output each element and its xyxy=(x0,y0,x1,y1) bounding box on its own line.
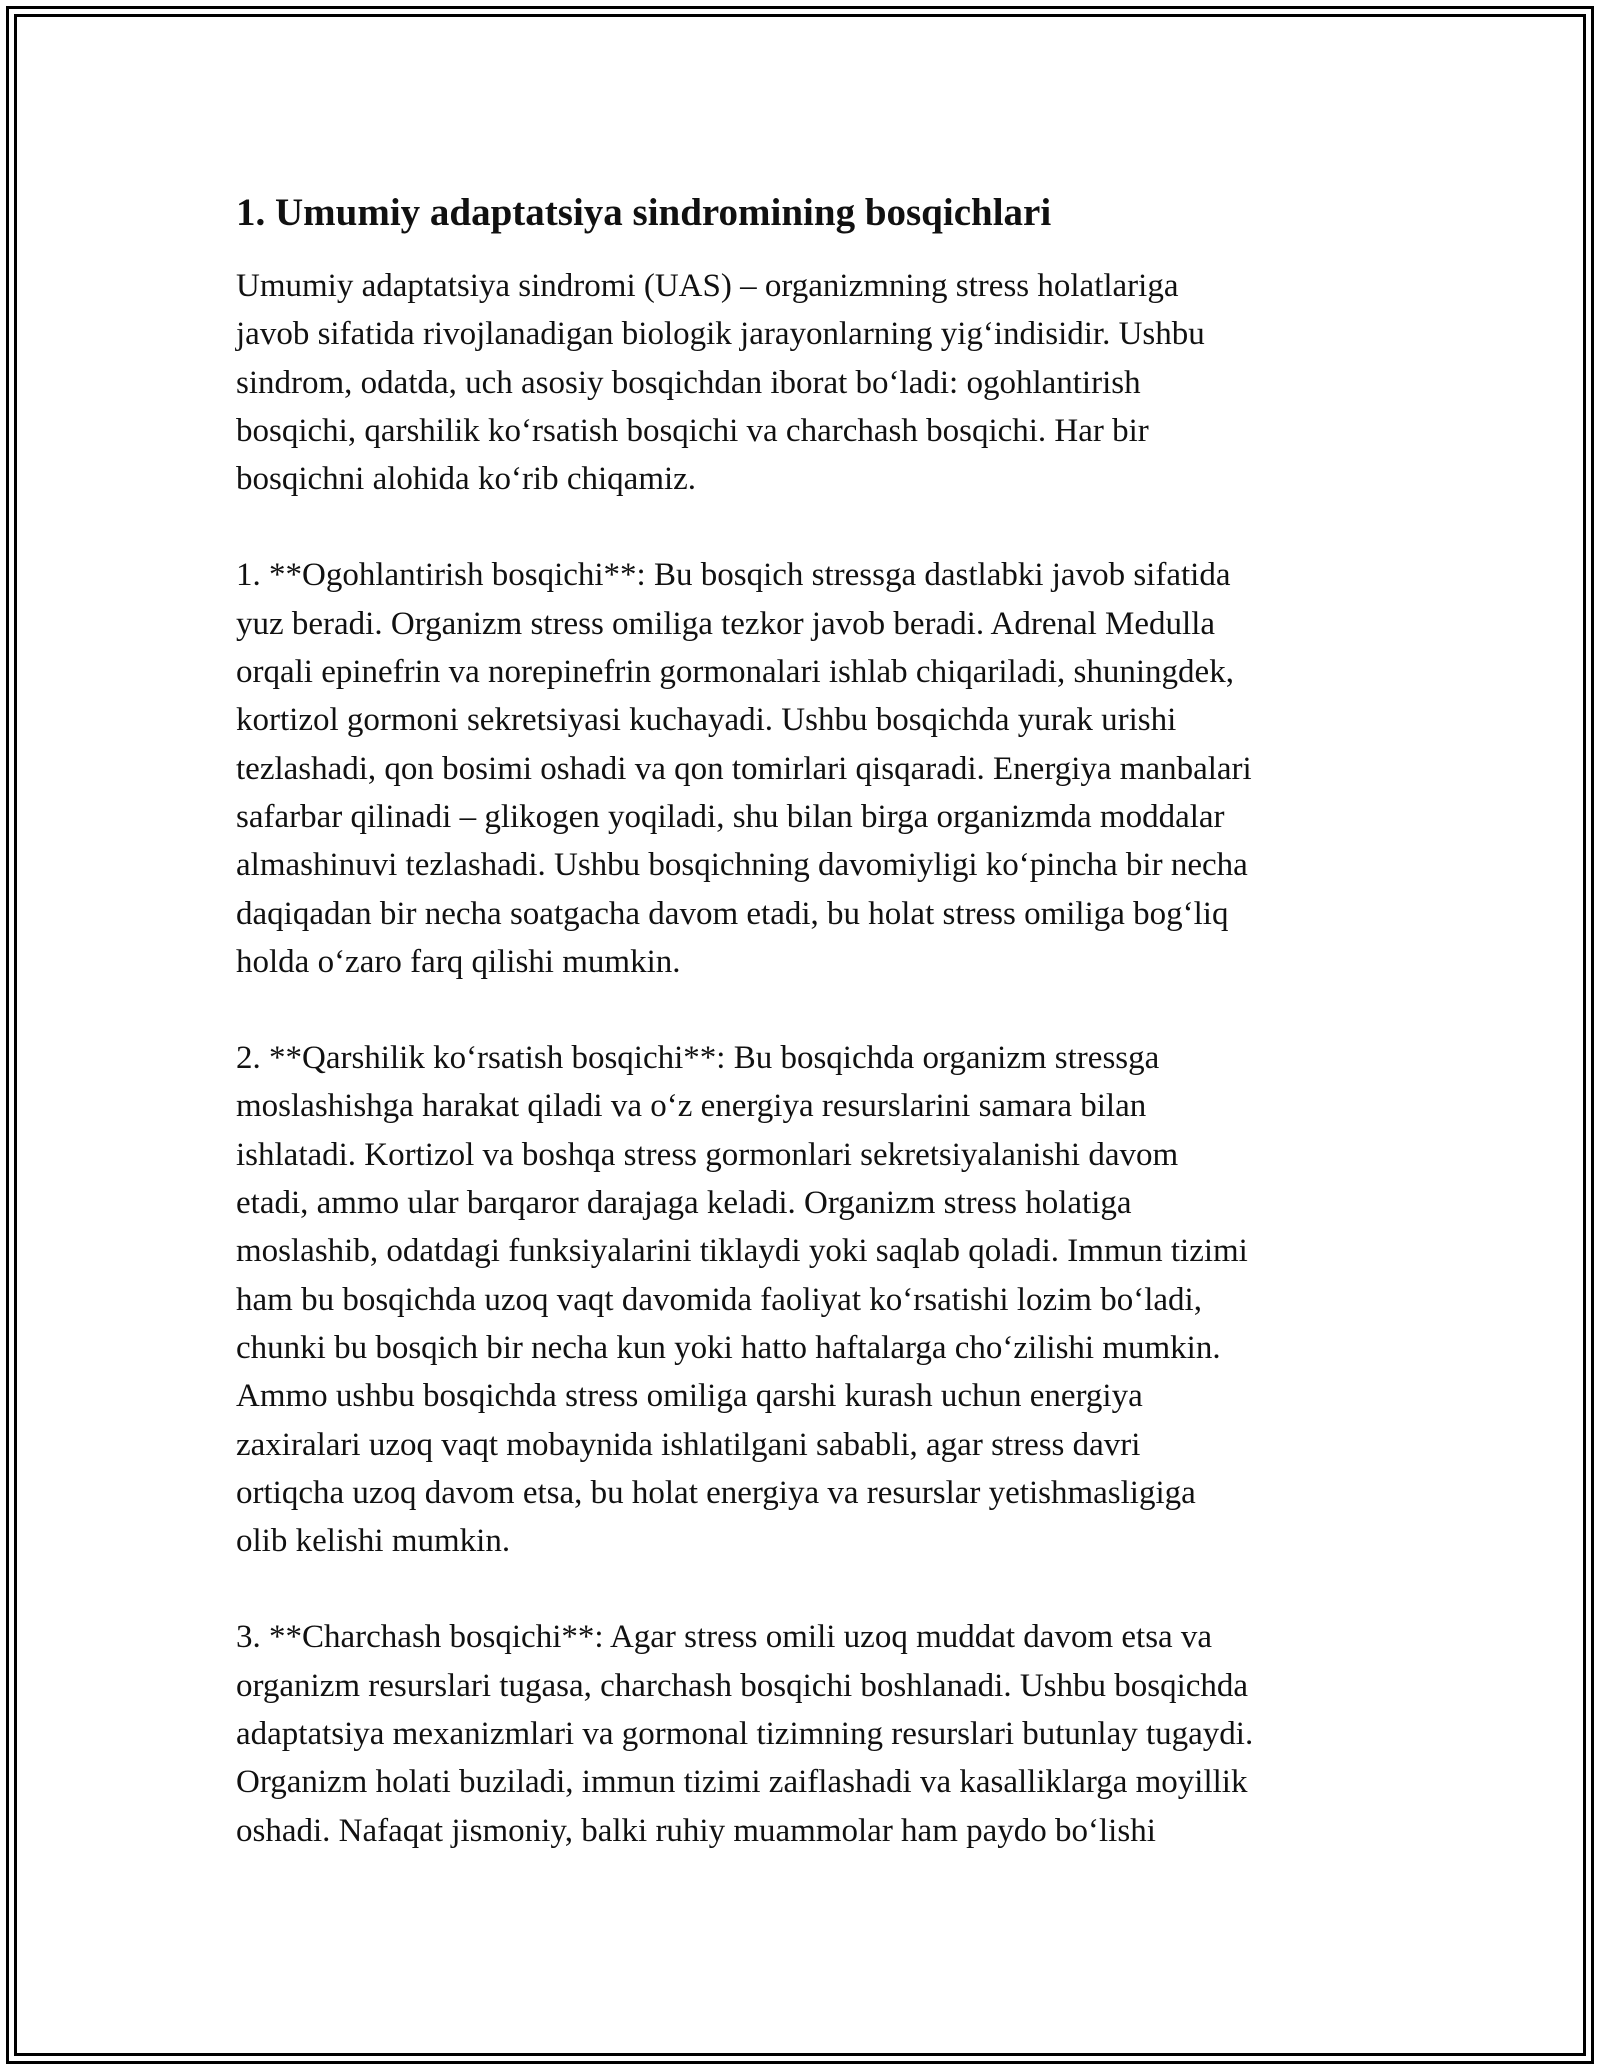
paragraph-line: ham bu bosqichda uzoq vaqt davomida faoliyat ko‘rsatishi lozim bo‘ladi, xyxy=(236,1281,1202,1318)
paragraph xyxy=(236,1034,1376,1565)
paragraph-line: bosqichi, qarshilik ko‘rsatish bosqichi va charchash bosqichi. Har bir xyxy=(236,412,1149,449)
paragraph-line: etadi, ammo ular barqaror darajaga keladi. Organizm stress holatiga xyxy=(236,1185,1132,1222)
paragraphs-container xyxy=(236,262,1376,1855)
paragraph-line: 1. **Ogohlantirish bosqichi**: Bu bosqich stressga dastlabki javob sifatida xyxy=(236,557,1231,594)
paragraph-line: holda o‘zaro farq qilishi mumkin. xyxy=(236,943,681,980)
section-heading: 1. Umumiy adaptatsiya sindromining bosqichlari xyxy=(236,191,1052,234)
paragraph-line: orqali epinefrin va norepinefrin gormonalari ishlab chiqariladi, shuningdek, xyxy=(236,654,1234,691)
paragraph-line: adaptatsiya mexanizmlari va gormonal tizimning resurslari butunlay tugaydi. xyxy=(236,1716,1254,1753)
paragraph-line: 3. **Charchash bosqichi**: Agar stress omili uzoq muddat davom etsa va xyxy=(236,1619,1213,1656)
paragraph-line: bosqichni alohida ko‘rib chiqamiz. xyxy=(236,461,697,498)
paragraph-line: organizm resurslari tugasa, charchash bosqichi boshlanadi. Ushbu bosqichda xyxy=(236,1667,1249,1704)
paragraph-line: Ammo ushbu bosqichda stress omiliga qarshi kurash uchun energiya xyxy=(236,1378,1143,1415)
document-body xyxy=(236,184,1376,1903)
paragraph-line: yuz beradi. Organizm stress omiliga tezkor javob beradi. Adrenal Medulla xyxy=(236,605,1216,642)
paragraph-line: sindrom, odatda, uch asosiy bosqichdan iborat bo‘ladi: ogohlantirish xyxy=(236,364,1141,401)
paragraph-line: tezlashadi, qon bosimi oshadi va qon tomirlari qisqaradi. Energiya manbalari xyxy=(236,750,1252,787)
paragraph-line: Organizm holati buziladi, immun tizimi zaiflashadi va kasalliklarga moyillik xyxy=(236,1764,1248,1801)
paragraph-line: oshadi. Nafaqat jismoniy, balki ruhiy muammolar ham paydo bo‘lishi xyxy=(236,1812,1156,1849)
paragraph-line: zaxiralari uzoq vaqt mobaynida ishlatilgani sababli, agar stress davri xyxy=(236,1426,1141,1463)
paragraph-line: ortiqcha uzoq davom etsa, bu holat energiya va resurslar yetishmasligiga xyxy=(236,1474,1196,1511)
paragraph-line: almashinuvi tezlashadi. Ushbu bosqichning davomiyligi ko‘pincha bir necha xyxy=(236,847,1248,884)
paragraph-line: javob sifatida rivojlanadigan biologik jarayonlarning yig‘indisidir. Ushbu xyxy=(236,316,1205,353)
paragraph-line: Umumiy adaptatsiya sindromi (UAS) – organizmning stress holatlariga xyxy=(236,268,1179,304)
paragraph-line: ishlatadi. Kortizol va boshqa stress gormonlari sekretsiyalanishi davom xyxy=(236,1136,1179,1173)
paragraph-line: daqiqadan bir necha soatgacha davom etadi, bu holat stress omiliga bog‘liq xyxy=(236,895,1229,932)
paragraph xyxy=(236,1613,1376,1854)
paragraph xyxy=(236,551,1376,986)
paragraph xyxy=(236,262,1376,503)
paragraph-line: safarbar qilinadi – glikogen yoqiladi, shu bilan birga organizmda moddalar xyxy=(236,798,1225,835)
paragraph-line: kortizol gormoni sekretsiyasi kuchayadi. Ushbu bosqichda yurak urishi xyxy=(236,702,1177,739)
paragraph-line: 2. **Qarshilik ko‘rsatish bosqichi**: Bu bosqichda organizm stressga xyxy=(236,1040,1160,1077)
paragraph-line: olib kelishi mumkin. xyxy=(236,1523,511,1560)
paragraph-line: moslashishga harakat qiladi va o‘z energiya resurslarini samara bilan xyxy=(236,1088,1147,1125)
paragraph-line: chunki bu bosqich bir necha kun yoki hatto haftalarga cho‘zilishi mumkin. xyxy=(236,1329,1221,1366)
paragraph-line: moslashib, odatdagi funksiyalarini tiklaydi yoki saqlab qoladi. Immun tizimi xyxy=(236,1233,1248,1270)
